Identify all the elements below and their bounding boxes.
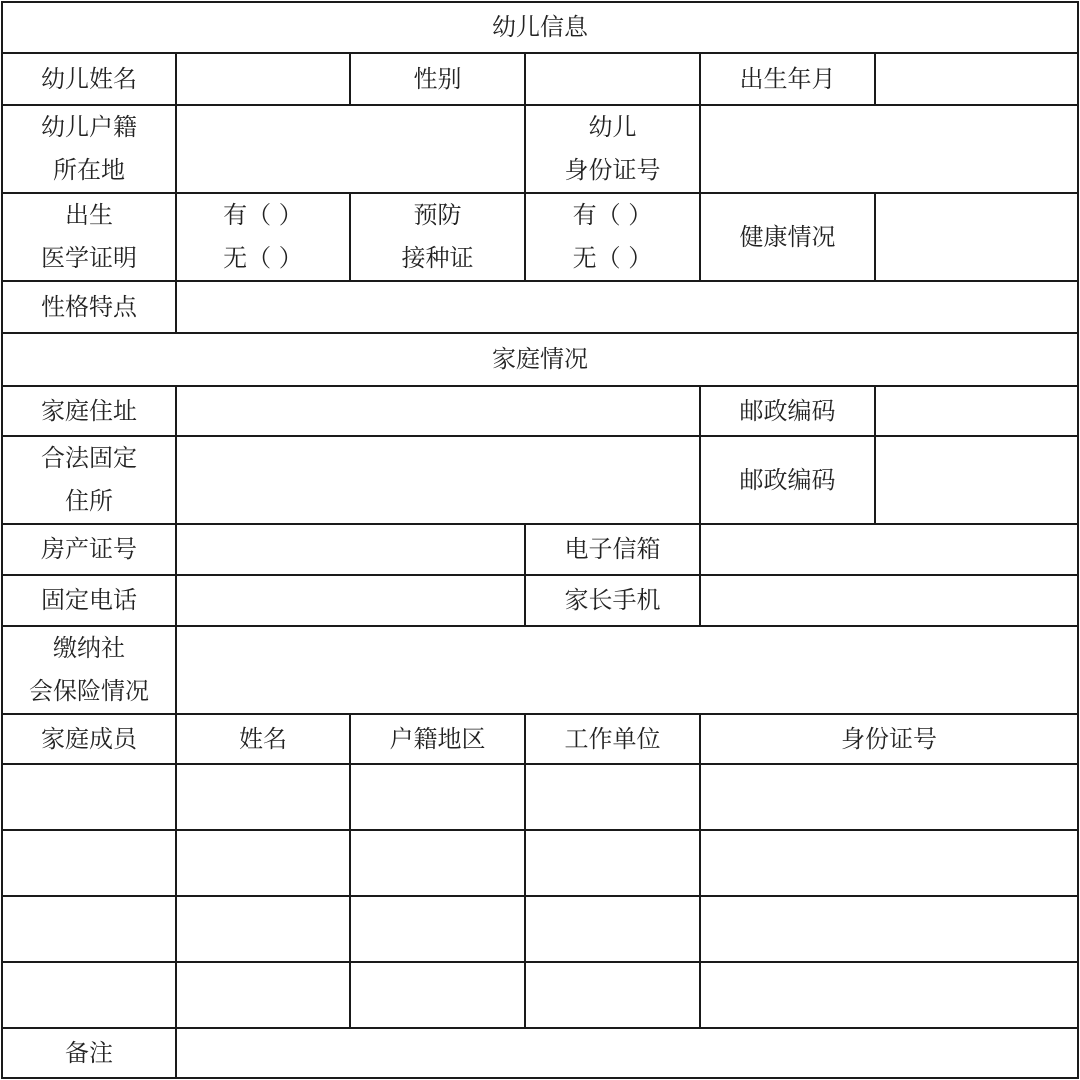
table-row [2, 896, 1078, 962]
social-insurance-field[interactable] [176, 626, 1078, 714]
child-id-label-line2: 身份证号 [564, 156, 661, 184]
remarks-label: 备注 [2, 1028, 176, 1078]
birth-date-label: 出生年月 [700, 53, 875, 105]
residence-postcode-field[interactable] [875, 436, 1078, 524]
household-location-label [2, 105, 176, 193]
legal-residence-label [2, 436, 176, 524]
property-cert-field[interactable] [176, 524, 525, 575]
member-cell[interactable] [2, 896, 176, 962]
health-label: 健康情况 [700, 193, 875, 281]
member-cell[interactable] [525, 764, 700, 830]
vaccination-label [350, 193, 525, 281]
member-cell[interactable] [700, 962, 1078, 1028]
members-header-household: 户籍地区 [350, 714, 525, 764]
birth-cert-label-line1: 出生 [65, 201, 113, 229]
members-header-id: 身份证号 [700, 714, 1078, 764]
table-row [2, 962, 1078, 1028]
member-cell[interactable] [176, 830, 350, 896]
landline-label: 固定电话 [2, 575, 176, 626]
parent-mobile-field[interactable] [700, 575, 1078, 626]
birth-date-field[interactable] [875, 53, 1078, 105]
personality-label: 性格特点 [2, 281, 176, 333]
child-id-label-line1: 幼儿 [588, 113, 637, 141]
residence-postcode-label: 邮政编码 [700, 436, 875, 524]
member-cell[interactable] [350, 962, 525, 1028]
members-header-member: 家庭成员 [2, 714, 176, 764]
household-label-line1: 幼儿户籍 [41, 113, 137, 141]
member-cell[interactable] [350, 764, 525, 830]
home-address-field[interactable] [176, 386, 700, 436]
vacc-option-no[interactable]: 无（ ） [572, 244, 653, 272]
registration-form [1, 1, 1079, 1079]
member-cell[interactable] [700, 764, 1078, 830]
section-title-child-info: 幼儿信息 [2, 2, 1078, 53]
vaccination-options[interactable] [525, 193, 700, 281]
postcode-field[interactable] [875, 386, 1078, 436]
health-field[interactable] [875, 193, 1078, 281]
child-name-field[interactable] [176, 53, 350, 105]
birth-cert-option-no[interactable]: 无（ ） [223, 244, 303, 272]
vacc-label-line1: 预防 [413, 201, 462, 229]
member-cell[interactable] [700, 830, 1078, 896]
members-header-employer: 工作单位 [525, 714, 700, 764]
member-cell[interactable] [2, 962, 176, 1028]
legal-residence-field[interactable] [176, 436, 700, 524]
members-header-name: 姓名 [176, 714, 350, 764]
vacc-option-yes[interactable]: 有（ ） [572, 201, 653, 229]
social-insurance-label [2, 626, 176, 714]
member-cell[interactable] [525, 896, 700, 962]
landline-field[interactable] [176, 575, 525, 626]
personality-field[interactable] [176, 281, 1078, 333]
member-cell[interactable] [525, 830, 700, 896]
member-cell[interactable] [350, 830, 525, 896]
member-cell[interactable] [700, 896, 1078, 962]
birth-certificate-label [2, 193, 176, 281]
child-id-field[interactable] [700, 105, 1078, 193]
member-cell[interactable] [176, 896, 350, 962]
member-cell[interactable] [2, 830, 176, 896]
remarks-field[interactable] [176, 1028, 1078, 1078]
email-label: 电子信箱 [525, 524, 700, 575]
member-cell[interactable] [350, 896, 525, 962]
household-location-field[interactable] [176, 105, 525, 193]
residence-label-line1: 合法固定 [41, 444, 137, 472]
postcode-label: 邮政编码 [700, 386, 875, 436]
birth-cert-label-line2: 医学证明 [41, 244, 137, 272]
table-row [2, 830, 1078, 896]
member-cell[interactable] [2, 764, 176, 830]
child-name-label: 幼儿姓名 [2, 53, 176, 105]
section-title-family-info: 家庭情况 [2, 333, 1078, 386]
member-cell[interactable] [176, 764, 350, 830]
email-field[interactable] [700, 524, 1078, 575]
birth-certificate-options[interactable] [176, 193, 350, 281]
member-cell[interactable] [525, 962, 700, 1028]
table-row [2, 764, 1078, 830]
insurance-label-line2: 会保险情况 [29, 677, 149, 705]
birth-cert-option-yes[interactable]: 有（ ） [223, 201, 303, 229]
child-id-label [525, 105, 700, 193]
gender-label: 性别 [350, 53, 525, 105]
member-cell[interactable] [176, 962, 350, 1028]
insurance-label-line1: 缴纳社 [53, 634, 125, 662]
home-address-label: 家庭住址 [2, 386, 176, 436]
household-label-line2: 所在地 [53, 156, 125, 184]
gender-field[interactable] [525, 53, 700, 105]
property-cert-label: 房产证号 [2, 524, 176, 575]
vacc-label-line2: 接种证 [401, 244, 474, 272]
residence-label-line2: 住所 [65, 487, 113, 515]
parent-mobile-label: 家长手机 [525, 575, 700, 626]
